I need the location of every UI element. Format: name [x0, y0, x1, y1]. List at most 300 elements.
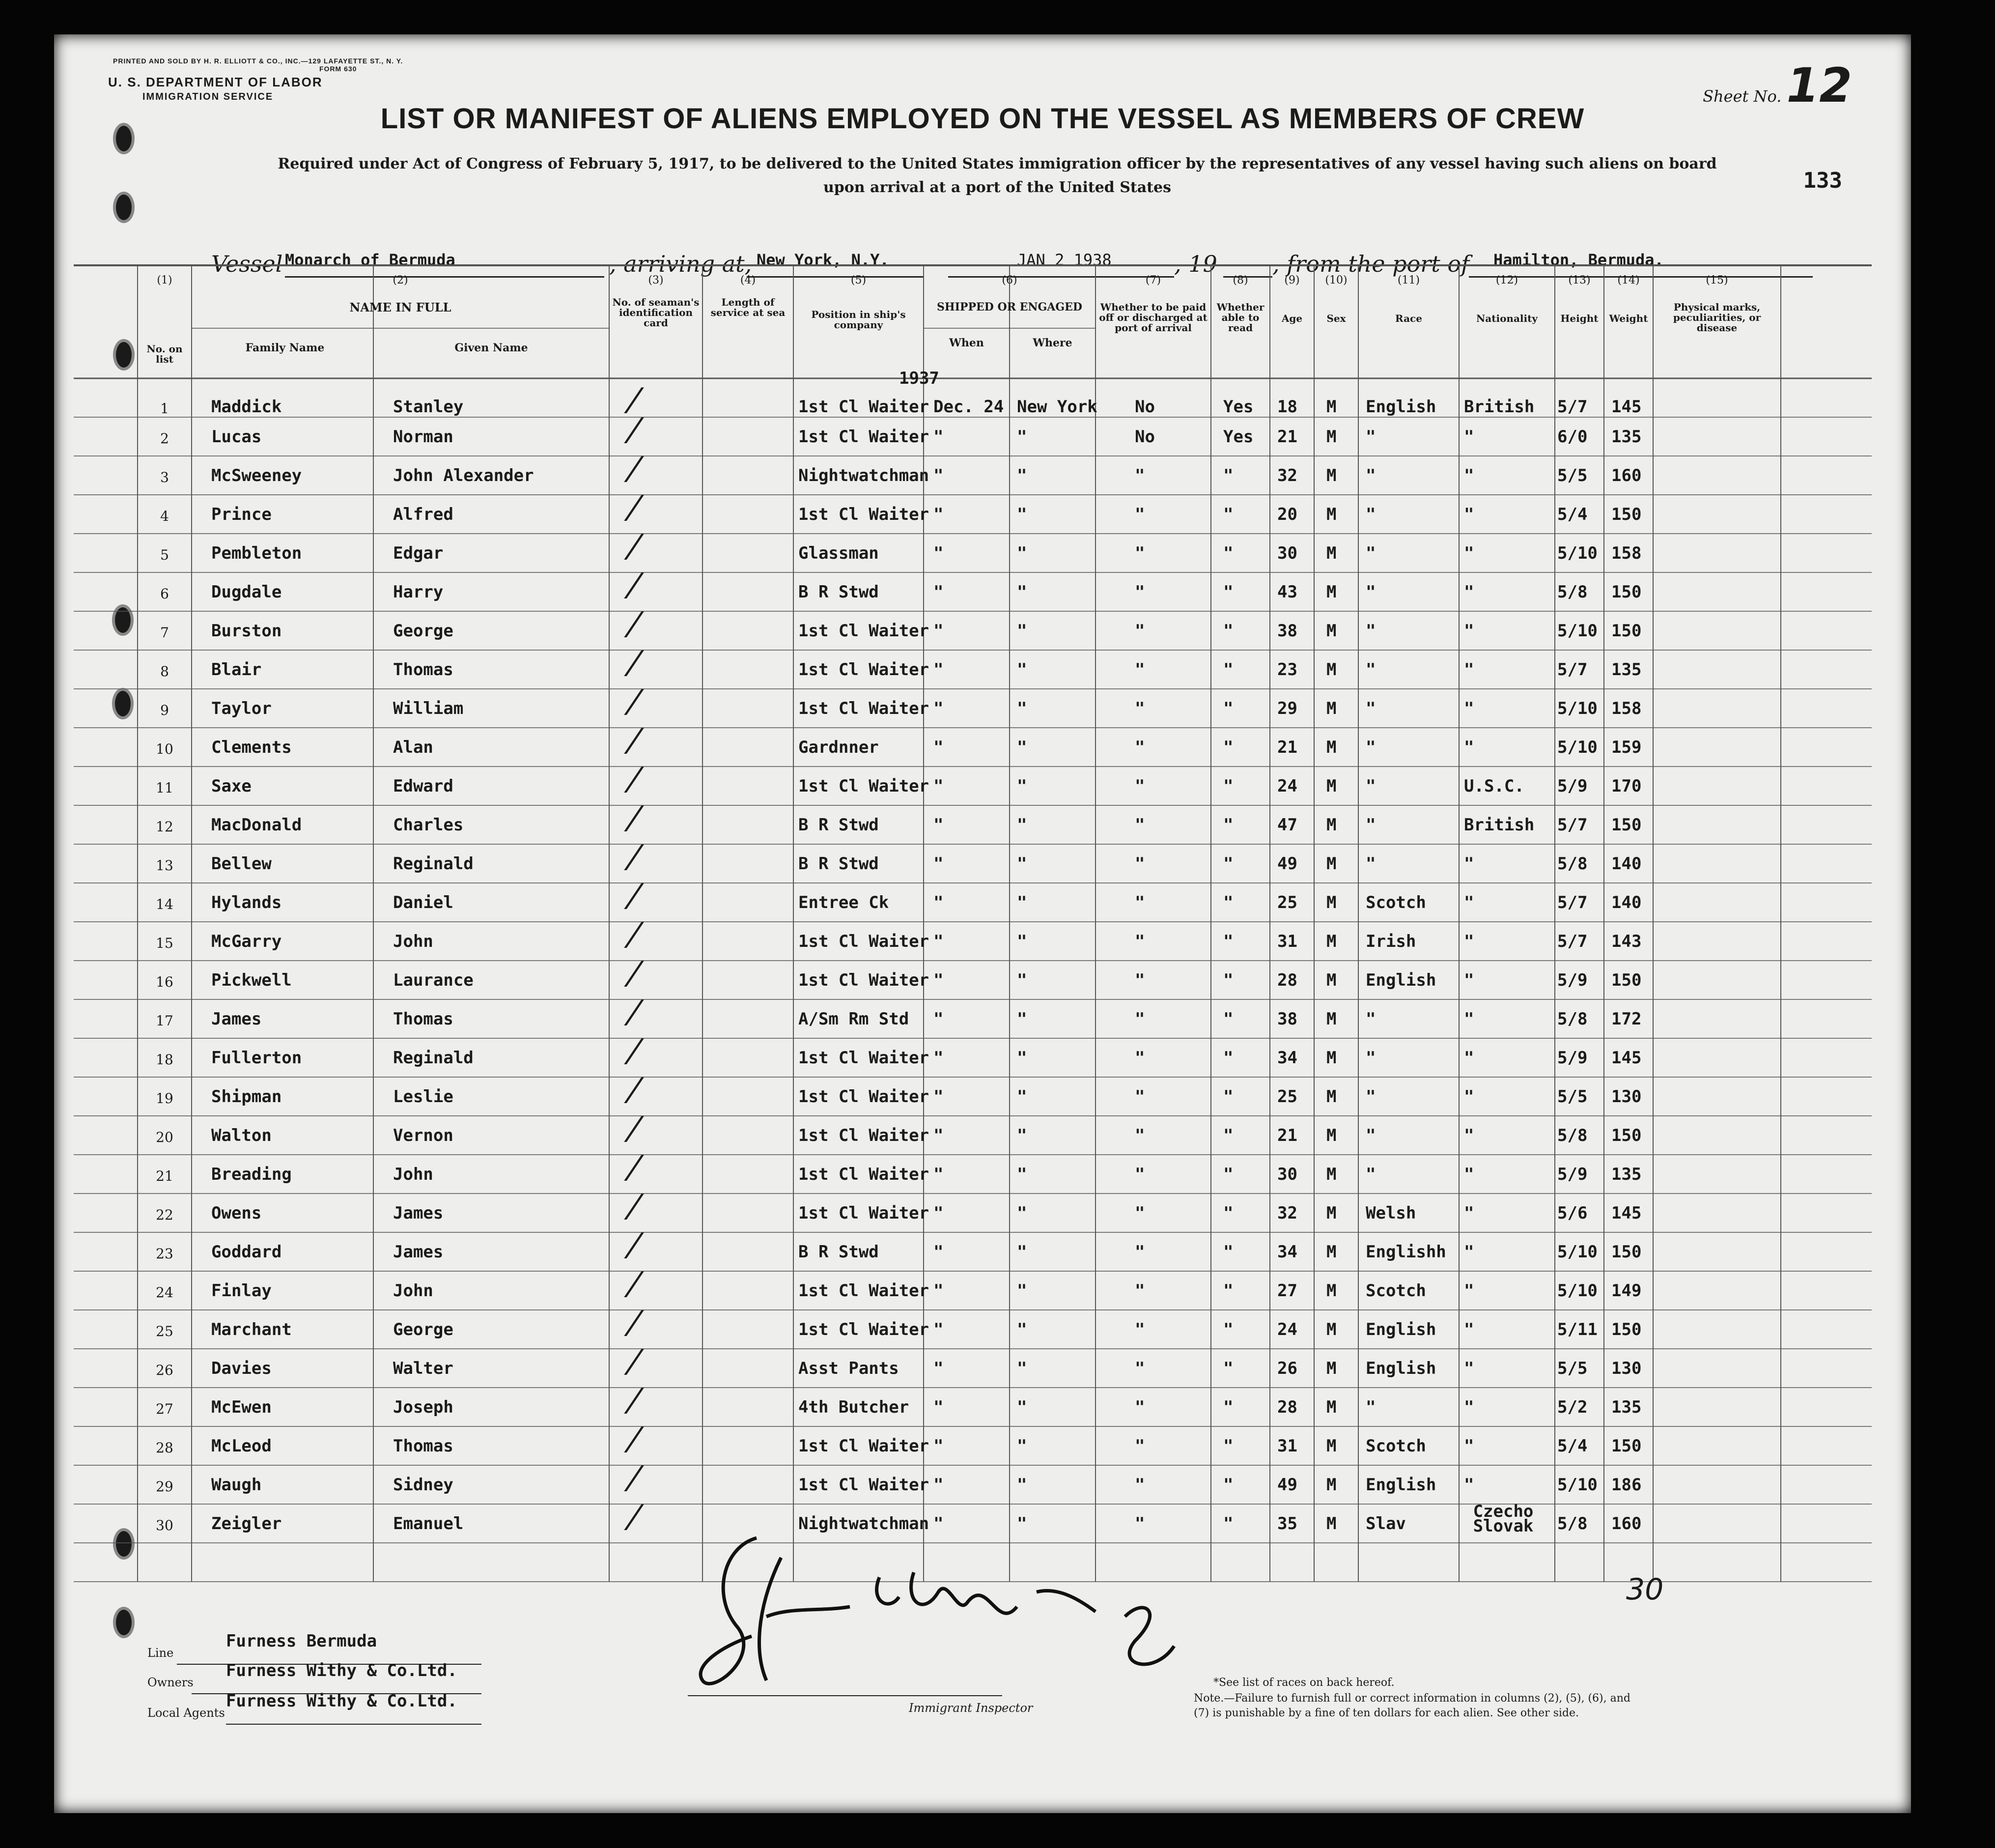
cell-paid-off: No	[1135, 427, 1155, 447]
cell-paid-off: "	[1135, 776, 1145, 796]
cell-nationality: "	[1464, 1320, 1474, 1339]
cell-race: Scotch	[1366, 1436, 1426, 1456]
cell-shipped-where: "	[1017, 699, 1027, 718]
cell-shipped-when: Dec. 24	[933, 397, 1004, 417]
cell-age: 34	[1277, 1242, 1297, 1262]
col-header-age: Age	[1281, 313, 1303, 324]
cell-height: 6/0	[1557, 427, 1588, 447]
cell-sex: M	[1326, 505, 1337, 524]
cell-age: 25	[1277, 893, 1297, 912]
cell-age: 28	[1277, 1397, 1297, 1417]
cell-position: 1st Cl Waiter	[798, 699, 929, 718]
col-header-length: Length of service at sea	[710, 296, 786, 318]
cell-position: B R Stwd	[798, 854, 879, 874]
races-note: *See list of races on back hereof.	[1213, 1677, 1395, 1689]
cell-paid-off: "	[1135, 1436, 1145, 1456]
cell-family-name: Taylor	[211, 699, 272, 718]
cell-position: Nightwatchman	[798, 466, 929, 485]
cell-shipped-when: "	[933, 1048, 944, 1068]
cell-able-to-read: "	[1223, 582, 1234, 602]
cell-sex: M	[1326, 1203, 1337, 1223]
cell-weight: 158	[1611, 543, 1642, 563]
cell-sex: M	[1326, 1126, 1337, 1145]
cell-race: "	[1366, 1048, 1376, 1068]
cell-given-name: Thomas	[393, 660, 453, 680]
cell-shipped-where: "	[1017, 1475, 1027, 1495]
page-title: LIST OR MANIFEST OF ALIENS EMPLOYED ON THE VESSEL AS MEMBERS OF CREW	[380, 103, 1585, 135]
cell-nationality: British	[1464, 397, 1535, 417]
column-number: (5)	[850, 274, 867, 286]
cell-age: 49	[1277, 854, 1297, 874]
cell-position: B R Stwd	[798, 1242, 879, 1262]
cell-weight: 135	[1611, 660, 1642, 680]
cell-shipped-where: "	[1017, 738, 1027, 757]
row-number: 17	[156, 1013, 173, 1029]
cell-paid-off: "	[1135, 932, 1145, 951]
cell-paid-off: "	[1135, 582, 1145, 602]
id-card-checkmark: /	[622, 1188, 646, 1224]
cell-shipped-where: "	[1017, 970, 1027, 990]
printer-imprint: PRINTED AND SOLD BY H. R. ELLIOTT & CO., INC.—129 LAFAYETTE ST., N. Y. FORM 630	[113, 57, 403, 73]
col-header-paid: Whether to be paid off or discharged at port of arrival	[1099, 301, 1208, 334]
col-header-position: Position in ship's company	[811, 309, 906, 331]
cell-sex: M	[1326, 815, 1337, 835]
cell-height: 5/4	[1557, 1436, 1588, 1456]
cell-shipped-when: "	[933, 738, 944, 757]
row-number: 10	[156, 741, 173, 757]
cell-shipped-where: "	[1017, 427, 1027, 447]
cell-shipped-when: "	[933, 660, 944, 680]
id-card-checkmark: /	[622, 567, 646, 603]
column-number: (1)	[157, 274, 172, 286]
cell-sex: M	[1326, 1514, 1337, 1534]
cell-height: 5/2	[1557, 1397, 1588, 1417]
cell-shipped-when: "	[933, 466, 944, 485]
cell-paid-off: "	[1135, 660, 1145, 680]
cell-sex: M	[1326, 621, 1337, 641]
row-number: 25	[156, 1323, 173, 1339]
cell-nationality: "	[1464, 1126, 1474, 1145]
cell-shipped-where: "	[1017, 1126, 1027, 1145]
cell-able-to-read: "	[1223, 1514, 1234, 1534]
cell-height: 5/7	[1557, 815, 1588, 835]
cell-shipped-when: "	[933, 1359, 944, 1378]
cell-family-name: Breading	[211, 1165, 292, 1184]
cell-race: English	[1366, 1320, 1436, 1339]
cell-race: Welsh	[1366, 1203, 1416, 1223]
cell-nationality: "	[1464, 621, 1474, 641]
column-number: (13)	[1568, 274, 1591, 286]
cell-position: 1st Cl Waiter	[798, 1203, 929, 1223]
cell-nationality: "	[1464, 970, 1474, 990]
cell-weight: 160	[1611, 466, 1642, 485]
cell-shipped-when: "	[933, 1242, 944, 1262]
cell-shipped-when: "	[933, 776, 944, 796]
cell-shipped-where: "	[1017, 932, 1027, 951]
id-card-checkmark: /	[622, 645, 646, 681]
cell-shipped-where: "	[1017, 893, 1027, 912]
column-number: (11)	[1397, 274, 1420, 286]
cell-shipped-where: "	[1017, 1009, 1027, 1029]
cell-age: 32	[1277, 466, 1297, 485]
cell-sex: M	[1326, 699, 1337, 718]
cell-race: English	[1366, 1359, 1436, 1378]
id-card-checkmark: /	[622, 1382, 646, 1419]
cell-given-name: Thomas	[393, 1436, 453, 1456]
cell-nationality: "	[1464, 1281, 1474, 1301]
cell-shipped-when: "	[933, 1165, 944, 1184]
cell-position: 1st Cl Waiter	[798, 427, 929, 447]
cell-shipped-when: "	[933, 815, 944, 835]
cell-shipped-where: "	[1017, 1281, 1027, 1301]
id-card-checkmark: /	[622, 878, 646, 914]
cell-given-name: Reginald	[393, 854, 474, 874]
cell-weight: 135	[1611, 1397, 1642, 1417]
id-card-checkmark: /	[622, 1149, 646, 1186]
cell-sex: M	[1326, 970, 1337, 990]
cell-able-to-read: "	[1223, 621, 1234, 641]
cell-given-name: Leslie	[393, 1087, 453, 1107]
cell-paid-off: "	[1135, 1165, 1145, 1184]
row-number: 2	[160, 430, 169, 447]
cell-shipped-when: "	[933, 893, 944, 912]
cell-weight: 150	[1611, 1126, 1642, 1145]
cell-sex: M	[1326, 1165, 1337, 1184]
cell-nationality: "	[1464, 932, 1474, 951]
cell-able-to-read: "	[1223, 1165, 1234, 1184]
cell-race: "	[1366, 776, 1376, 796]
cell-shipped-when: "	[933, 505, 944, 524]
col-header-shipped: SHIPPED OR ENGAGED	[936, 301, 1083, 313]
cell-weight: 130	[1611, 1359, 1642, 1378]
cell-able-to-read: "	[1223, 505, 1234, 524]
row-number: 11	[156, 780, 173, 796]
cell-race: Scotch	[1366, 1281, 1426, 1301]
cell-given-name: Alfred	[393, 505, 453, 524]
cell-height: 5/5	[1557, 466, 1588, 485]
col-header-family: Family Name	[245, 341, 325, 354]
id-card-checkmark: /	[622, 1110, 646, 1147]
cell-height: 5/8	[1557, 1126, 1588, 1145]
cell-shipped-where: "	[1017, 505, 1027, 524]
cell-sex: M	[1326, 893, 1337, 912]
cell-family-name: Finlay	[211, 1281, 272, 1301]
row-number: 21	[156, 1168, 173, 1184]
cell-sex: M	[1326, 1397, 1337, 1417]
cell-able-to-read: "	[1223, 1048, 1234, 1068]
id-card-checkmark: /	[622, 528, 646, 565]
cell-position: Nightwatchman	[798, 1514, 929, 1534]
cell-position: A/Sm Rm Std	[798, 1009, 909, 1029]
cell-paid-off: "	[1135, 621, 1145, 641]
col-header-read: Whether able to read	[1216, 301, 1264, 334]
cell-weight: 150	[1611, 1436, 1642, 1456]
cell-family-name: Walton	[211, 1126, 272, 1145]
cell-able-to-read: "	[1223, 932, 1234, 951]
cell-shipped-where: "	[1017, 1087, 1027, 1107]
cell-height: 5/9	[1557, 1048, 1588, 1068]
cell-position: 1st Cl Waiter	[798, 1048, 929, 1068]
cell-shipped-where: "	[1017, 1242, 1027, 1262]
cell-race: Englishh	[1366, 1242, 1446, 1262]
penalty-note: Note.—Failure to furnish full or correct information in columns (2), (5), (6), and (7) is punishable by a fine of ten dollars for each alien. See other side.	[1194, 1692, 1630, 1719]
cell-position: 1st Cl Waiter	[798, 1087, 929, 1107]
cell-family-name: Hylands	[211, 893, 282, 912]
id-card-checkmark: /	[622, 955, 646, 992]
cell-given-name: Edgar	[393, 543, 444, 563]
cell-height: 5/10	[1557, 621, 1598, 641]
cell-given-name: Reginald	[393, 1048, 474, 1068]
cell-race: "	[1366, 1165, 1376, 1184]
cell-height: 5/6	[1557, 1203, 1588, 1223]
row-number: 22	[156, 1207, 173, 1223]
cell-shipped-when: "	[933, 1203, 944, 1223]
arrival-date: JAN 2 1938	[1017, 251, 1112, 269]
stamp-number: 133	[1803, 168, 1842, 193]
cell-able-to-read: "	[1223, 1087, 1234, 1107]
cell-sex: M	[1326, 738, 1337, 757]
col-header-height: Height	[1560, 313, 1599, 324]
cell-nationality: "	[1464, 1165, 1474, 1184]
cell-sex: M	[1326, 1359, 1337, 1378]
id-card-checkmark: /	[622, 1499, 646, 1535]
id-card-checkmark: /	[622, 489, 646, 526]
page-subtitle: Required under Act of Congress of February 5, 1917, to be delivered to the United States immigration officer by the representatives of any vessel having such aliens on board upon arrival at a port of the United States	[278, 155, 1717, 196]
cell-shipped-when: "	[933, 932, 944, 951]
cell-paid-off: "	[1135, 1048, 1145, 1068]
row-number: 16	[156, 974, 173, 990]
cell-nationality: "	[1464, 1397, 1474, 1417]
cell-position: 1st Cl Waiter	[798, 1436, 929, 1456]
cell-race: "	[1366, 854, 1376, 874]
cell-weight: 135	[1611, 1165, 1642, 1184]
cell-family-name: Marchant	[211, 1320, 292, 1339]
row-number: 13	[156, 857, 173, 874]
cell-family-name: Blair	[211, 660, 262, 680]
cell-weight: 149	[1611, 1281, 1642, 1301]
cell-height: 5/10	[1557, 1475, 1598, 1495]
department-name: U. S. DEPARTMENT OF LABOR IMMIGRATION SERVICE	[108, 75, 323, 102]
cell-able-to-read: "	[1223, 893, 1234, 912]
row-number: 15	[156, 935, 173, 951]
col-header-idcard: No. of seaman's identification card	[612, 296, 700, 329]
cell-age: 23	[1277, 660, 1297, 680]
cell-shipped-when: "	[933, 1320, 944, 1339]
cell-weight: 150	[1611, 621, 1642, 641]
cell-race: "	[1366, 699, 1376, 718]
cell-height: 5/8	[1557, 1009, 1588, 1029]
cell-height: 5/10	[1557, 1281, 1598, 1301]
cell-family-name: Bellew	[211, 854, 272, 874]
cell-shipped-when: "	[933, 582, 944, 602]
cell-height: 5/5	[1557, 1087, 1588, 1107]
cell-height: 5/9	[1557, 1165, 1588, 1184]
cell-nationality: "	[1464, 1242, 1474, 1262]
id-card-checkmark: /	[622, 839, 646, 875]
cell-nationality: "	[1464, 1203, 1474, 1223]
cell-able-to-read: "	[1223, 699, 1234, 718]
cell-shipped-where: "	[1017, 660, 1027, 680]
cell-sex: M	[1326, 1009, 1337, 1029]
cell-position: B R Stwd	[798, 582, 879, 602]
cell-family-name: Maddick	[211, 397, 282, 417]
cell-height: 5/10	[1557, 1242, 1598, 1262]
cell-age: 43	[1277, 582, 1297, 602]
cell-position: 1st Cl Waiter	[798, 1126, 929, 1145]
row-number: 4	[160, 508, 169, 524]
cell-shipped-where: "	[1017, 1048, 1027, 1068]
row-number: 29	[156, 1478, 173, 1495]
cell-position: 1st Cl Waiter	[798, 1320, 929, 1339]
cell-shipped-when: "	[933, 427, 944, 447]
cell-family-name: McSweeney	[211, 466, 302, 485]
cell-nationality: British	[1464, 815, 1535, 835]
cell-age: 18	[1277, 397, 1297, 417]
cell-given-name: Walter	[393, 1359, 453, 1378]
cell-height: 5/8	[1557, 854, 1588, 874]
cell-sex: M	[1326, 1048, 1337, 1068]
cell-weight: 145	[1611, 1048, 1642, 1068]
cell-position: 1st Cl Waiter	[798, 776, 929, 796]
cell-weight: 140	[1611, 854, 1642, 874]
cell-sex: M	[1326, 660, 1337, 680]
row-number: 30	[156, 1517, 173, 1534]
cell-given-name: James	[393, 1242, 444, 1262]
cell-given-name: John	[393, 1281, 433, 1301]
cell-weight: 150	[1611, 970, 1642, 990]
cell-sex: M	[1326, 397, 1337, 417]
cell-paid-off: "	[1135, 505, 1145, 524]
cell-height: 5/9	[1557, 776, 1588, 796]
cell-position: 1st Cl Waiter	[798, 970, 929, 990]
cell-height: 5/5	[1557, 1359, 1588, 1378]
row-number: 23	[156, 1246, 173, 1262]
cell-race: "	[1366, 660, 1376, 680]
cell-age: 27	[1277, 1281, 1297, 1301]
cell-weight: 135	[1611, 427, 1642, 447]
cell-sex: M	[1326, 776, 1337, 796]
cell-family-name: James	[211, 1009, 262, 1029]
column-number: (14)	[1617, 274, 1640, 286]
cell-given-name: Daniel	[393, 893, 453, 912]
cell-able-to-read: "	[1223, 1475, 1234, 1495]
cell-family-name: McLeod	[211, 1436, 272, 1456]
cell-paid-off: "	[1135, 1126, 1145, 1145]
cell-paid-off: "	[1135, 970, 1145, 990]
cell-given-name: Thomas	[393, 1009, 453, 1029]
column-number: (7)	[1145, 274, 1161, 286]
row-number: 26	[156, 1362, 173, 1378]
id-card-checkmark: /	[622, 1266, 646, 1302]
cell-position: 4th Butcher	[798, 1397, 909, 1417]
cell-able-to-read: "	[1223, 970, 1234, 990]
cell-shipped-when: "	[933, 543, 944, 563]
cell-shipped-when: "	[933, 1514, 944, 1534]
cell-family-name: Burston	[211, 621, 282, 641]
cell-height: 5/9	[1557, 970, 1588, 990]
cell-race: "	[1366, 1126, 1376, 1145]
row-number: 7	[160, 625, 169, 641]
cell-family-name: MacDonald	[211, 815, 302, 835]
cell-age: 21	[1277, 738, 1297, 757]
cell-able-to-read: "	[1223, 1126, 1234, 1145]
column-number: (6)	[1002, 274, 1017, 286]
column-number: (8)	[1233, 274, 1248, 286]
cell-given-name: Alan	[393, 738, 433, 757]
cell-paid-off: "	[1135, 893, 1145, 912]
cell-age: 31	[1277, 932, 1297, 951]
cell-able-to-read: "	[1223, 1281, 1234, 1301]
cell-shipped-when: "	[933, 1126, 944, 1145]
cell-position: Gardnner	[798, 738, 879, 757]
col-header-sex: Sex	[1326, 313, 1346, 324]
cell-paid-off: "	[1135, 1242, 1145, 1262]
row-number: 9	[160, 702, 169, 718]
cell-age: 47	[1277, 815, 1297, 835]
cell-weight: 150	[1611, 815, 1642, 835]
cell-shipped-when: "	[933, 1436, 944, 1456]
sheet-number: Sheet No. 12	[1703, 58, 1852, 113]
cell-shipped-when: "	[933, 1009, 944, 1029]
cell-able-to-read: "	[1223, 466, 1234, 485]
cell-race: Irish	[1366, 932, 1416, 951]
cell-family-name: Fullerton	[211, 1048, 302, 1068]
cell-shipped-where: New York	[1017, 397, 1097, 417]
cell-height: 5/11	[1557, 1320, 1598, 1339]
cell-race: "	[1366, 427, 1376, 447]
cell-nationality: "	[1464, 427, 1474, 447]
cell-sex: M	[1326, 466, 1337, 485]
cell-given-name: Sidney	[393, 1475, 453, 1495]
cell-sex: M	[1326, 1436, 1337, 1456]
cell-age: 24	[1277, 776, 1297, 796]
cell-given-name: Charles	[393, 815, 464, 835]
cell-able-to-read: "	[1223, 1359, 1234, 1378]
cell-family-name: Dugdale	[211, 582, 282, 602]
cell-weight: 160	[1611, 1514, 1642, 1534]
cell-family-name: McEwen	[211, 1397, 272, 1417]
cell-paid-off: "	[1135, 1320, 1145, 1339]
cell-family-name: Saxe	[211, 776, 252, 796]
cell-height: 5/7	[1557, 893, 1588, 912]
cell-able-to-read: "	[1223, 543, 1234, 563]
cell-sex: M	[1326, 1087, 1337, 1107]
cell-weight: 145	[1611, 397, 1642, 417]
cell-able-to-read: "	[1223, 660, 1234, 680]
cell-shipped-where: "	[1017, 582, 1027, 602]
cell-able-to-read: "	[1223, 776, 1234, 796]
cell-family-name: McGarry	[211, 932, 282, 951]
cell-shipped-where: "	[1017, 466, 1027, 485]
cell-position: B R Stwd	[798, 815, 879, 835]
cell-shipped-where: "	[1017, 1436, 1027, 1456]
cell-shipped-where: "	[1017, 543, 1027, 563]
cell-family-name: Goddard	[211, 1242, 282, 1262]
cell-family-name: Pickwell	[211, 970, 292, 990]
cell-given-name: John	[393, 932, 433, 951]
cell-paid-off: "	[1135, 815, 1145, 835]
cell-age: 35	[1277, 1514, 1297, 1534]
column-number: (15)	[1706, 274, 1728, 286]
cell-given-name: John	[393, 1165, 433, 1184]
cell-given-name: James	[393, 1203, 444, 1223]
cell-able-to-read: "	[1223, 1436, 1234, 1456]
cell-shipped-when: "	[933, 1475, 944, 1495]
cell-height: 5/10	[1557, 738, 1598, 757]
column-number: (4)	[740, 274, 756, 286]
id-card-checkmark: /	[622, 1305, 646, 1341]
id-card-checkmark: /	[622, 1033, 646, 1069]
